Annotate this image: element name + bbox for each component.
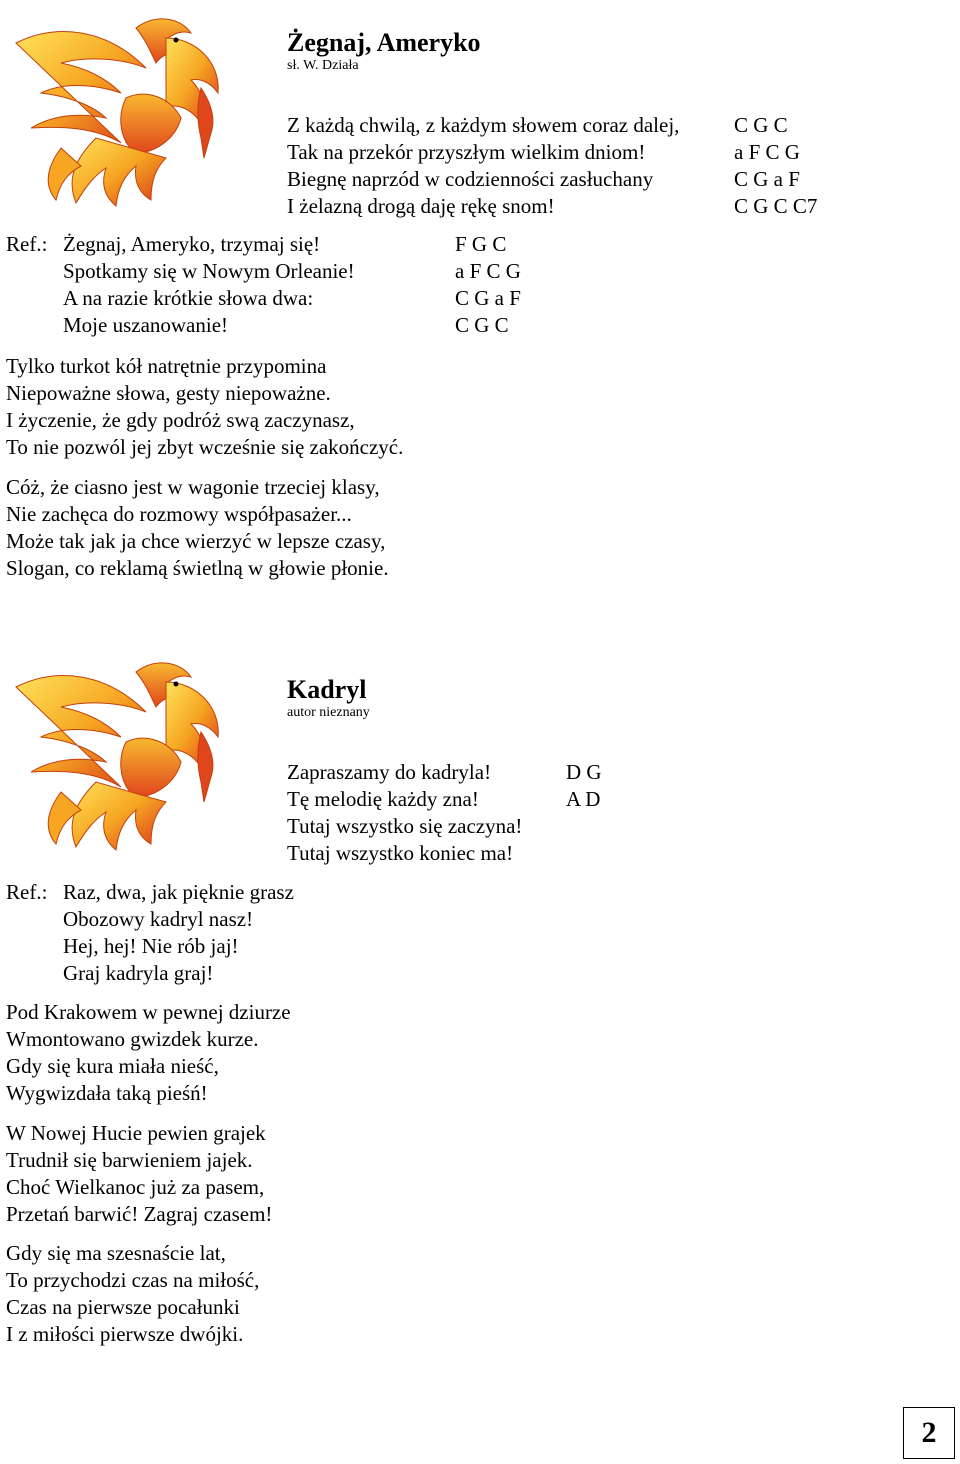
chord-line: A D — [566, 787, 601, 811]
lyric-line: Żegnaj, Ameryko, trzymaj się! — [63, 232, 321, 256]
lyric-line: Tak na przekór przyszłym wielkim dniom! — [287, 140, 646, 164]
lyric-line: Tutaj wszystko koniec ma! — [287, 841, 514, 865]
song-title: Żegnaj, Ameryko — [287, 28, 481, 57]
lyric-line: Gdy się kura miała nieść, — [6, 1054, 219, 1078]
phoenix-icon — [6, 8, 234, 208]
chord-line: a F C G — [455, 259, 521, 283]
lyric-line: Tę melodię każdy zna! — [287, 787, 479, 811]
lyric-line: To nie pozwól jej zbyt wcześnie się zakończyć. — [6, 435, 404, 459]
lyric-line: A na razie krótkie słowa dwa: — [63, 286, 314, 310]
song-author: sł. W. Działa — [287, 58, 359, 73]
lyric-line: Choć Wielkanoc już za pasem, — [6, 1175, 265, 1199]
lyric-line: To przychodzi czas na miłość, — [6, 1268, 260, 1292]
lyric-line: Przetań barwić! Zagraj czasem! — [6, 1202, 273, 1226]
lyric-line: Wygwizdała taką pieśń! — [6, 1081, 208, 1105]
refrain-label: Ref.: — [6, 880, 48, 904]
lyric-line: Raz, dwa, jak pięknie grasz — [63, 880, 294, 904]
song-author: autor nieznany — [287, 705, 370, 720]
lyric-line: I żelazną drogą daję rękę snom! — [287, 194, 555, 218]
refrain-label: Ref.: — [6, 232, 48, 256]
lyric-line: Trudnił się barwieniem jajek. — [6, 1148, 253, 1172]
phoenix-icon — [6, 652, 234, 852]
lyric-line: Niepoważne słowa, gesty niepoważne. — [6, 381, 331, 405]
lyric-line: W Nowej Hucie pewien grajek — [6, 1121, 266, 1145]
chord-line: C G C C7 — [734, 194, 818, 218]
chord-line: C G a F — [734, 167, 800, 191]
lyric-line: I życzenie, że gdy podróż swą zaczynasz, — [6, 408, 355, 432]
lyric-line: Zapraszamy do kadryla! — [287, 760, 492, 784]
chord-line: C G C — [455, 313, 509, 337]
lyric-line: Nie zachęca do rozmowy współpasażer... — [6, 502, 352, 526]
lyric-line: Pod Krakowem w pewnej dziurze — [6, 1000, 291, 1024]
chord-line: F G C — [455, 232, 507, 256]
chord-line: C G a F — [455, 286, 521, 310]
lyric-line: Slogan, co reklamą świetlną w głowie płonie. — [6, 556, 389, 580]
song-title: Kadryl — [287, 675, 367, 704]
lyric-line: Tutaj wszystko się zaczyna! — [287, 814, 523, 838]
page-number: 2 — [903, 1407, 955, 1459]
chord-line: D G — [566, 760, 602, 784]
lyric-line: Wmontowano gwizdek kurze. — [6, 1027, 259, 1051]
lyric-line: I z miłości pierwsze dwójki. — [6, 1322, 244, 1346]
lyric-line: Gdy się ma szesnaście lat, — [6, 1241, 226, 1265]
lyric-line: Obozowy kadryl nasz! — [63, 907, 254, 931]
lyric-line: Tylko turkot kół natrętnie przypomina — [6, 354, 327, 378]
lyric-line: Hej, hej! Nie rób jaj! — [63, 934, 239, 958]
lyric-line: Może tak jak ja chce wierzyć w lepsze czasy, — [6, 529, 386, 553]
chord-line: C G C — [734, 113, 788, 137]
lyric-line: Cóż, że ciasno jest w wagonie trzeciej klasy, — [6, 475, 380, 499]
lyric-line: Z każdą chwilą, z każdym słowem coraz dalej, — [287, 113, 680, 137]
lyric-line: Spotkamy się w Nowym Orleanie! — [63, 259, 355, 283]
lyric-line: Biegnę naprzód w codzienności zasłuchany — [287, 167, 654, 191]
chord-line: a F C G — [734, 140, 800, 164]
lyric-line: Czas na pierwsze pocałunki — [6, 1295, 240, 1319]
lyric-line: Moje uszanowanie! — [63, 313, 229, 337]
lyric-line: Graj kadryla graj! — [63, 961, 214, 985]
